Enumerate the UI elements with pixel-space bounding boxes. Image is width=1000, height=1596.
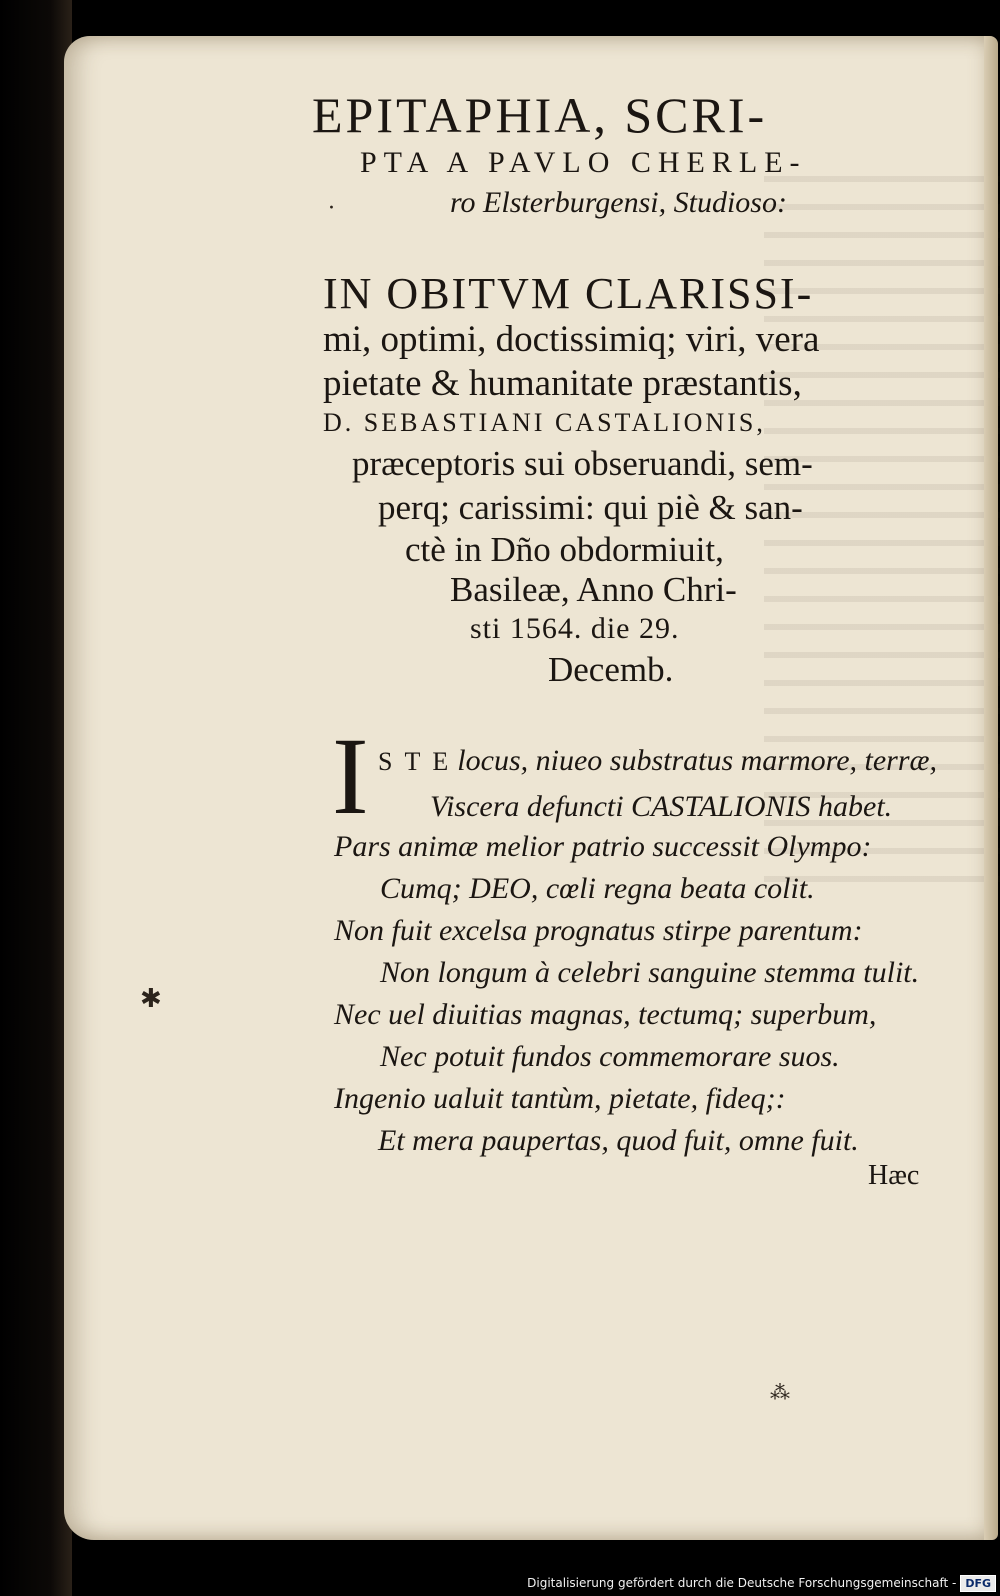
book-spine-shadow (0, 0, 72, 1596)
title-line-2: PTA A PAVLO CHERLE- (360, 146, 807, 179)
verse-first-line-lead: S T E (378, 747, 452, 776)
verse-line-10: Et mera paupertas, quod fuit, omne fuit. (378, 1124, 859, 1157)
verse-line-2: Viscera defuncti CASTALIONIS habet. (430, 790, 893, 823)
verse-line-1-text: locus, niueo substratus marmore, terræ, (457, 744, 938, 777)
heading-line-5: præceptoris sui obseruandi, sem- (352, 444, 813, 483)
heading-line-2: mi, optimi, doctissimiq; viri, vera (323, 319, 820, 360)
heading-line-1: IN OBITVM CLARISSI- (323, 269, 814, 318)
page-edge (984, 36, 998, 1540)
heading-line-3: pietate & humanitate præstantis, (323, 363, 802, 404)
verse-line-4: Cumq; DEO, cœli regna beata colit. (380, 872, 815, 905)
verse-line-5: Non fuit excelsa prognatus stirpe parentum: (334, 914, 863, 947)
title-line-1: EPITAPHIA, SCRI- (312, 87, 768, 143)
asterisk-mark: ✱ (140, 984, 162, 1014)
ink-speck: ⁂ (770, 1380, 790, 1404)
heading-line-8: Basileæ, Anno Chri- (450, 570, 737, 609)
heading-line-6: perq; carissimi: qui piè & san- (378, 488, 803, 527)
verse-line-1 (378, 744, 937, 778)
credit-text: Digitalisierung gefördert durch die Deutsche Forschungsgemeinschaft - (527, 1576, 957, 1590)
verse-line-6: Non longum à celebri sanguine stemma tulit. (380, 956, 920, 989)
verse-line-8: Nec potuit fundos commemorare suos. (380, 1040, 840, 1073)
dfg-logo: DFG (960, 1575, 996, 1592)
heading-line-10: Decemb. (548, 650, 674, 689)
heading-line-4: D. SEBASTIANI CASTALIONIS, (323, 408, 766, 437)
verse-line-9: Ingenio ualuit tantùm, pietate, fideq;: (334, 1082, 786, 1115)
ink-speck: · (328, 196, 335, 221)
title-line-3: ro Elsterburgensi, Studioso: (450, 186, 787, 219)
catchword: Hæc (868, 1160, 920, 1191)
drop-cap: I (332, 715, 369, 837)
verse-line-3: Pars animæ melior patrio successit Olympo: (334, 830, 872, 863)
heading-line-9: sti 1564. die 29. (470, 612, 680, 645)
digitization-credit (527, 1572, 996, 1594)
book-page (64, 36, 996, 1540)
verse-line-7: Nec uel diuitias magnas, tectumq; superbum, (334, 998, 877, 1031)
heading-line-7: ctè in Dño obdormiuit, (405, 530, 724, 569)
